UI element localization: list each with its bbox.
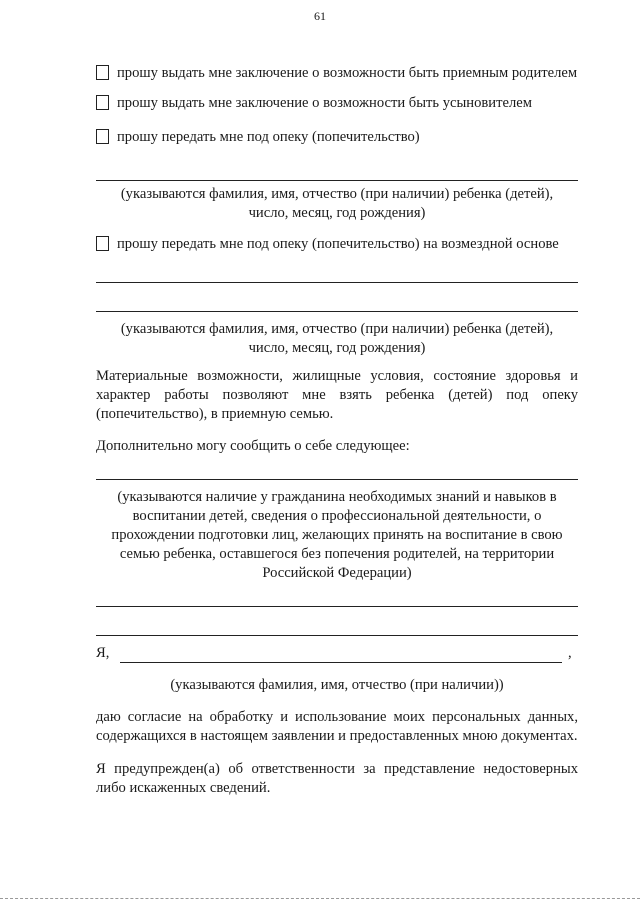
- paid-guardianship-text: прошу передать мне под опеку (попечительство) на возмездной основе: [117, 236, 559, 252]
- adoptive-parent-text: прошу выдать мне заключение о возможности быть усыновителем: [117, 95, 532, 111]
- child-info-caption-1: [96, 185, 578, 223]
- caption-line: число, месяц, год рождения): [248, 205, 426, 221]
- child-name-line-3[interactable]: [96, 310, 578, 312]
- adoptive-parent-checkbox[interactable]: [96, 95, 109, 110]
- capabilities-paragraph: Материальные возможности, жилищные условия, состояние здоровья и характер работы позволяют мне взять ребенка (детей) под опеку (попечительство), в приемную семью.: [96, 368, 578, 422]
- child-name-line-1[interactable]: [96, 179, 578, 181]
- request-guardianship: [96, 128, 578, 147]
- page-number: 61: [314, 9, 326, 23]
- foster-parent-checkbox[interactable]: [96, 65, 109, 80]
- applicant-name-line[interactable]: [120, 650, 562, 663]
- warning-paragraph: Я предупрежден(а) об ответственности за представление недостоверных либо искаженных сведений.: [96, 761, 578, 796]
- caption-line: число, месяц, год рождения): [248, 340, 426, 356]
- additional-info-caption: (указываются наличие у гражданина необходимых знаний и навыков в воспитании детей, сведения о профессиональной деятельности, о прохождении подготовки лиц, желающих принять на воспитание в свою семью ребенка, оставшегося без попечения родителей, на территории Российской Федерации): [111, 489, 563, 581]
- child-name-line-2[interactable]: [96, 281, 578, 283]
- ya-label: Я,: [96, 645, 110, 661]
- child-info-caption-2: [96, 320, 578, 358]
- request-adoptive-parent: [96, 94, 578, 113]
- guardianship-checkbox[interactable]: [96, 129, 109, 144]
- additional-info-line-2[interactable]: [96, 605, 578, 607]
- consent-paragraph: даю согласие на обработку и использование моих персональных данных, содержащихся в настоящем заявлении и предоставленных мною документах.: [96, 709, 578, 744]
- comma: ,: [568, 645, 572, 661]
- foster-parent-text: прошу выдать мне заключение о возможности быть приемным родителем: [117, 65, 578, 81]
- application-form: [96, 64, 578, 798]
- paid-guardianship-checkbox[interactable]: [96, 236, 109, 251]
- scan-edge-line: [0, 898, 640, 899]
- applicant-name-caption: (указываются фамилия, имя, отчество (при наличии)): [170, 677, 504, 693]
- request-foster-parent: [96, 64, 578, 83]
- caption-line: (указываются фамилия, имя, отчество (при наличии) ребенка (детей),: [120, 321, 554, 337]
- caption-line: (указываются фамилия, имя, отчество (при наличии) ребенка (детей),: [120, 186, 554, 202]
- applicant-name-row: [96, 644, 578, 663]
- additional-info-line-1[interactable]: [96, 478, 578, 480]
- request-paid-guardianship: [96, 235, 578, 254]
- additional-info-line-3[interactable]: [96, 634, 578, 636]
- additional-info-intro: Дополнительно могу сообщить о себе следующее:: [96, 438, 410, 454]
- guardianship-text: прошу передать мне под опеку (попечительство): [117, 129, 420, 145]
